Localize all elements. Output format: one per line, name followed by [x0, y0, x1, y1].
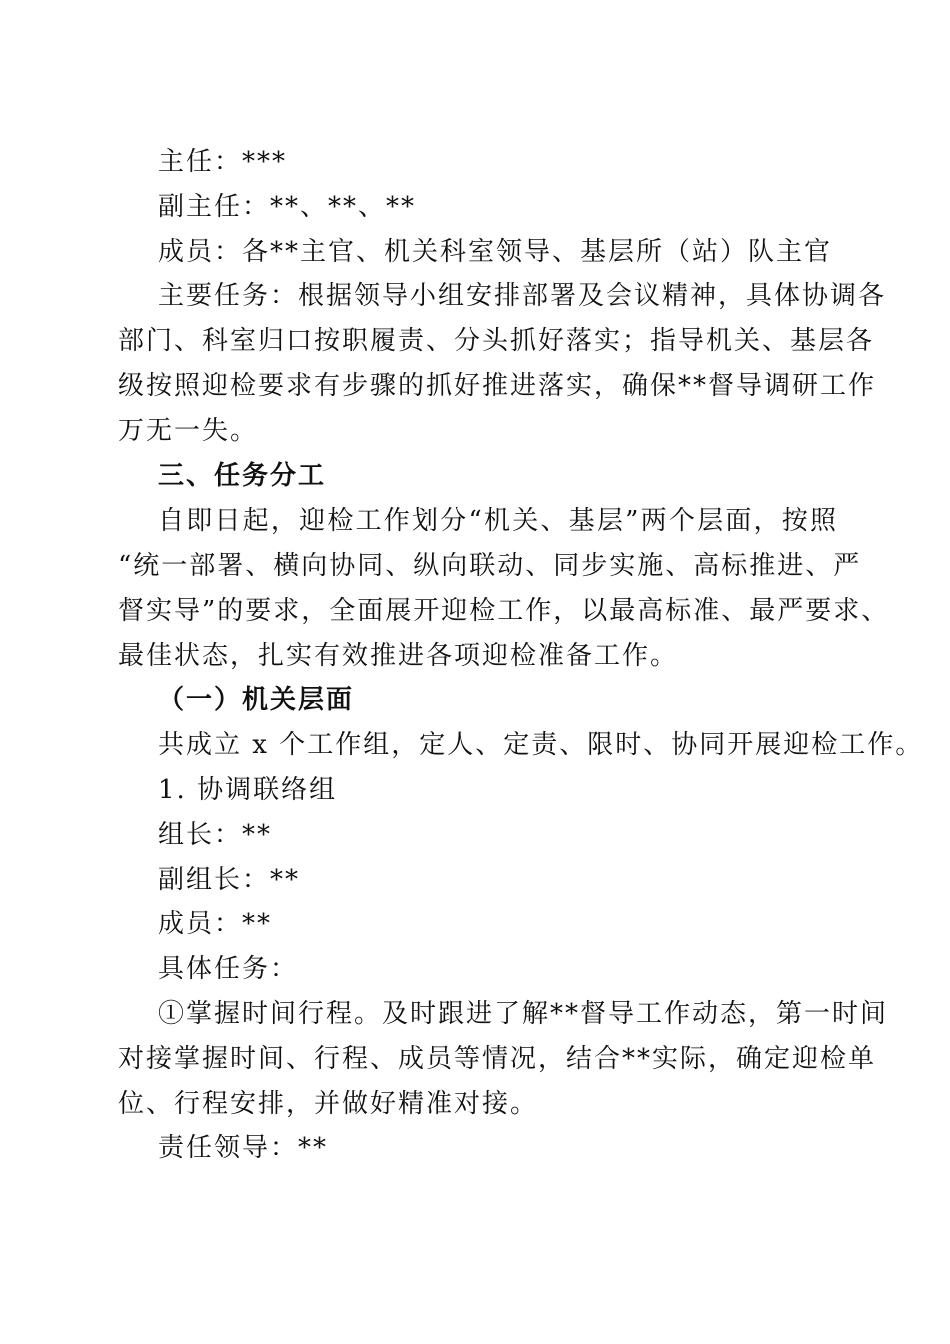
- text-line-working-groups: 共成立 x 个工作组，定人、定责、限时、协同开展迎检工作。: [158, 730, 924, 760]
- text-line-main-tasks-3: 级按照迎检要求有步骤的抓好推进落实，确保**督导调研工作: [118, 371, 877, 401]
- text-line-division-2: “统一部署、横向协同、纵向联动、同步实施、高标推进、严: [118, 551, 862, 581]
- text-line-deputy-director: 副主任：**、**、**: [158, 192, 417, 222]
- subsection-heading-organ-level: （一）机关层面: [158, 685, 355, 715]
- text-line-deputy-group-leader: 副组长：**: [158, 865, 301, 895]
- text-line-main-tasks-2: 部门、科室归口按职履责、分头抓好落实；指导机关、基层各: [118, 326, 875, 356]
- item-heading-coordination-group: 1. 协调联络组: [158, 775, 338, 805]
- text-line-specific-tasks: 具体任务：: [158, 954, 299, 984]
- text-line-main-tasks-1: 主要任务：根据领导小组安排部署及会议精神，具体协调各: [158, 281, 887, 311]
- text-line-task-1-3: 位、行程安排，并做好精准对接。: [118, 1089, 539, 1119]
- text-line-task-1-1: ①掌握时间行程。及时跟进了解**督导工作动态，第一时间: [158, 999, 889, 1029]
- text-line-director: 主任：***: [158, 147, 288, 177]
- text-line-responsible-leader: 责任领导：**: [158, 1133, 329, 1163]
- text-line-division-3: 督实导”的要求，全面展开迎检工作，以最高标准、最严要求、: [118, 596, 890, 626]
- text-line-group-leader: 组长：**: [158, 820, 273, 850]
- text-line-members: 成员：各**主官、机关科室领导、基层所（站）队主官: [158, 237, 833, 267]
- text-line-task-1-2: 对接掌握时间、行程、成员等情况，结合**实际，确定迎检单: [118, 1044, 877, 1074]
- text-line-division-1: 自即日起，迎检工作划分“机关、基层”两个层面，按照: [158, 506, 838, 536]
- text-line-group-members: 成员：**: [158, 909, 273, 939]
- text-line-main-tasks-4: 万无一失。: [118, 416, 259, 446]
- section-heading-task-division: 三、任务分工: [158, 461, 327, 491]
- text-line-division-4: 最佳状态，扎实有效推进各项迎检准备工作。: [118, 641, 679, 671]
